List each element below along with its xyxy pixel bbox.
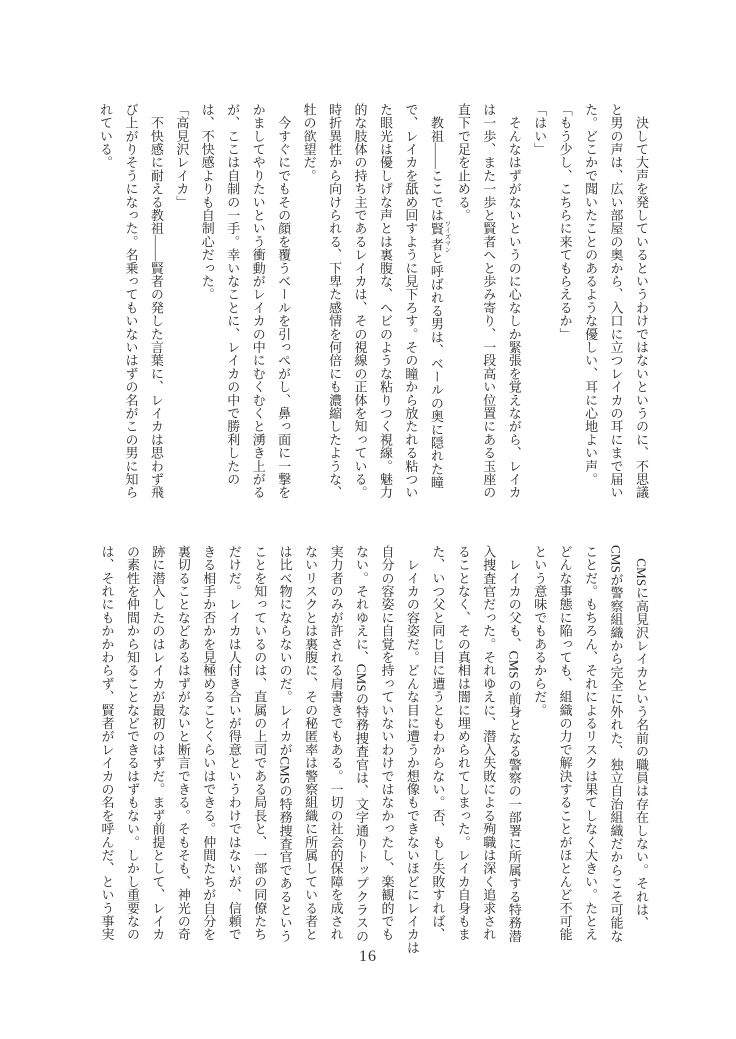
text-line: は、不快感よりも自制心だった。	[199, 103, 215, 301]
text-line: CMSが警察組織から完全に外れた、独立自治組織だからこそ可能な	[608, 545, 624, 943]
text-line: が、ここは自制の一手。幸いなことに、レイカの中で勝利したの	[225, 103, 241, 486]
text-line: 今すぐにでもその顔を覆うベールを引っぺがし、鼻っ面に一撃を	[276, 103, 292, 499]
text-line: は一歩、また一歩と賢者へと歩み寄り、一段高い位置にある玉座の	[481, 103, 497, 499]
text-line: ことを知っているのは、直属の上司である局長と、一部の同僚たち	[252, 545, 268, 941]
text-line: 教祖――ここでは賢者 ワイズマンと呼ばれる男は、ベールの奥に隠れた瞳	[428, 103, 451, 489]
text-line: CMSに高見沢レイカという名前の職員は存在しない。それは、	[634, 545, 649, 930]
text-line: きる相手か否かを見極めることくらいはできる。仲間たちが自分を	[201, 545, 217, 941]
ruby-annotated-word: 賢者 ワイズマン	[428, 220, 451, 253]
text-line: の素性を仲間から知ることなどできるはずもない。しかし重要なの	[124, 545, 140, 941]
text-line: ることなく、その真相は闇に埋められてしまった。レイカ自身もま	[455, 545, 471, 941]
text-line: と男の声は、広い部屋の奥から、入口に立つレイカの耳にまで届い	[608, 103, 624, 499]
text-line: 「もう少し、こちらに来てもらえるか」	[557, 103, 573, 341]
text-line: 「はい」	[532, 103, 548, 156]
text-line: どんな事態に陥っても、組織の力で解決することがほとんど不可能	[557, 545, 573, 941]
text-line: は、それにもかかわらず、賢者がレイカの名を呼んだ、という事実	[99, 545, 115, 941]
text-line: 実力者のみが許される肩書きでもある。一切の社会的保障を成され	[328, 545, 344, 941]
top-text-block	[93, 103, 654, 507]
text-line: そんなはずがないというのに心なしか緊張を覚えながら、レイカ	[506, 103, 522, 499]
text-line: れている。	[97, 103, 113, 169]
text-line: 不快感に耐える教祖――賢者の発した言葉に、レイカは思わず飛	[148, 103, 164, 499]
text-line: 跡に潜入したのはレイカが最初のはずだ。まず前提として、レイカ	[150, 545, 166, 941]
text-line: レイカの容姿だ。どんな目に遭うか想像もできないほどにレイカは	[404, 545, 420, 955]
text-line: という意味でもあるからだ。	[532, 545, 548, 717]
text-line: だけだ。レイカは人付き合いが得意というわけではないが、信頼で	[226, 545, 242, 941]
text-line: た、いつ父と同じ目に遭うともわからない。否、もし失敗すれば、	[430, 545, 446, 941]
text-line: ない。それゆえに、CMSの特務捜査官は、文字通りトップクラスの	[354, 545, 370, 943]
text-line: び上がりそうになった。名乗ってもいないはずの名がこの男に知ら	[123, 103, 139, 499]
text-line: は比べ物にならないのだ。レイカがCMSの特務捜査官であるという	[277, 545, 293, 943]
text-line: 入捜査官だった。それゆえに、潜入失敗による殉職は深く追求され	[481, 545, 497, 941]
text-line: ことだ。もちろん、それによるリスクは果てしなく大きい。たとえ	[583, 545, 599, 941]
text-line: かましてやりたいという衝動がレイカの中にむくむくと湧き上がる	[250, 103, 266, 499]
text-line: で、レイカを舐め回すように見下ろす。その瞳から放たれる粘つい	[403, 103, 419, 499]
text-line: レイカの父も、CMSの前身となる警察の一部署に所属する特務潜	[506, 545, 522, 943]
text-line: ないリスクとは裏腹に、その秘匿率は警察組織に所属している者と	[303, 545, 319, 941]
text-line: 「高見沢レイカ」	[174, 103, 190, 209]
text-line: 時折異性から向けられる、下卑た感情を何倍にも濃縮したような、	[327, 103, 343, 499]
text-line: 直下で足を止める。	[455, 103, 471, 222]
text-line: 牡の欲望だ。	[301, 103, 317, 183]
text-line: 的な肢体の持ち主であるレイカは、その視線の正体を知っている。	[352, 103, 368, 499]
text-line: 自分の容姿に自覚を持っていないわけではなかったし、楽観的でも	[379, 545, 395, 941]
page-number: 16	[359, 948, 377, 965]
bottom-text-block	[94, 545, 654, 955]
text-line: た。どこかで聞いたことのあるような優しい、耳に心地よい声。	[583, 103, 599, 486]
text-line: 裏切ることなどあるはずがないと断言できる。そもそも、神光の奇	[175, 545, 191, 941]
text-line: た眼光は優しげな声とは裏腹な、ヘビのような粘りつく視線。魅力	[377, 103, 393, 499]
text-line: 決して大声を発しているというわけではないというのに、不思議	[634, 103, 649, 499]
